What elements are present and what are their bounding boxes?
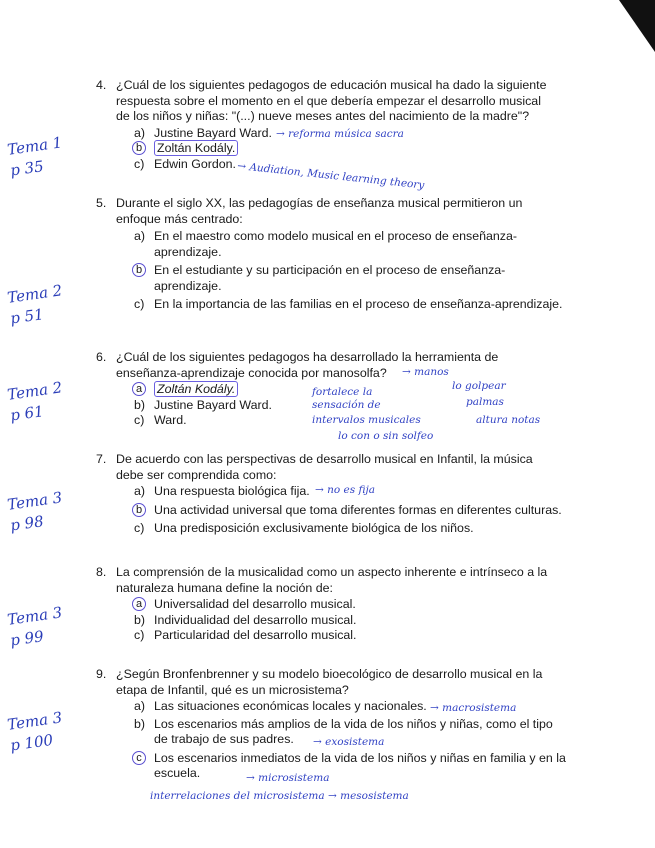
handwritten-note: → Audiation, Music learning theory bbox=[236, 160, 425, 192]
option-letter: b) bbox=[134, 612, 146, 627]
stem-line: De acuerdo con las perspectivas de desarrollo musical en Infantil, la música bbox=[116, 452, 533, 466]
option-text: En el estudiante y su participación en el proceso de enseñanza-aprendizaje. bbox=[154, 263, 506, 293]
option-letter: c) bbox=[134, 628, 145, 642]
stem-line: ¿Según Bronfenbrenner y su modelo bioecológico de desarrollo musical en la bbox=[116, 667, 543, 681]
option-letter: a) bbox=[134, 125, 146, 140]
margin-note: Tema 1 p 35 bbox=[6, 133, 64, 180]
stem-line: enfoque más centrado: bbox=[116, 211, 243, 226]
option-letter: b) bbox=[134, 397, 146, 412]
handwritten-note: palmas bbox=[466, 396, 504, 408]
option-text: En el maestro como modelo musical en el proceso de enseñanza-aprendizaje. bbox=[154, 229, 517, 259]
option-letter: a) bbox=[134, 229, 146, 243]
margin-note: Tema 2 p 51 bbox=[6, 281, 64, 328]
option-text: Justine Bayard Ward. bbox=[154, 125, 272, 140]
option-text: Ward. bbox=[154, 413, 187, 427]
margin-note: Tema 3 p 100 bbox=[6, 708, 64, 755]
question-4 bbox=[96, 78, 566, 172]
options-list bbox=[134, 229, 566, 313]
option-text: Particularidad del desarrollo musical. bbox=[154, 628, 357, 642]
option-b[interactable] bbox=[134, 263, 566, 294]
option-text: Una respuesta biológica fija. bbox=[154, 484, 310, 498]
margin-note: Tema 3 p 99 bbox=[6, 603, 64, 650]
option-text: Zoltán Kodály. bbox=[154, 140, 238, 156]
question-number: 4. bbox=[96, 78, 107, 92]
question-number: 5. bbox=[96, 196, 107, 210]
option-letter-circled: a bbox=[132, 382, 146, 396]
option-letter: c) bbox=[134, 156, 145, 171]
option-text: Los escenarios inmediatos de la vida de los niños y niñas en familia y en la escuela. bbox=[154, 750, 566, 780]
option-letter: c) bbox=[134, 413, 145, 427]
option-letter-circled: a bbox=[132, 597, 146, 611]
stem-line: respuesta sobre el momento en el que debería empezar el desarrollo musical bbox=[116, 93, 541, 108]
stem-line: ¿Cuál de los siguientes pedagogos de educación musical ha dado la siguiente bbox=[116, 78, 547, 92]
question-number: 9. bbox=[96, 667, 107, 681]
option-text: Edwin Gordon. bbox=[154, 156, 236, 171]
question-number: 6. bbox=[96, 350, 107, 364]
question-stem bbox=[116, 350, 566, 381]
option-text: Justine Bayard Ward. bbox=[154, 397, 272, 412]
stem-line: La comprensión de la musicalidad como un aspecto inherente e intrínseco a la bbox=[116, 565, 548, 579]
handwritten-note: sensación de bbox=[312, 399, 381, 411]
option-letter-circled: b bbox=[132, 503, 146, 517]
option-letter-circled: b bbox=[132, 263, 146, 277]
option-text: Universalidad del desarrollo musical. bbox=[154, 597, 356, 611]
handwritten-note: → exosistema bbox=[313, 736, 385, 748]
handwritten-note: altura notas bbox=[476, 414, 541, 426]
options-list bbox=[134, 597, 566, 644]
option-text: Una predisposición exclusivamente biológica de los niños. bbox=[154, 521, 474, 535]
stem-line: naturaleza humana define la noción de: bbox=[116, 580, 333, 595]
stem-line: etapa de Infantil, qué es un microsistema? bbox=[116, 682, 349, 697]
option-text: En la importancia de las familias en el proceso de enseñanza-aprendizaje. bbox=[154, 297, 563, 311]
stem-line: ¿Cuál de los siguientes pedagogos ha desarrollado la herramienta de bbox=[116, 350, 499, 364]
question-number: 8. bbox=[96, 565, 107, 579]
handwritten-note: → no es fija bbox=[315, 484, 376, 496]
stem-line: de los niños y niñas: "(...) nueve meses antes del nacimiento de la madre"? bbox=[116, 109, 530, 123]
handwritten-note: → reforma música sacra bbox=[276, 128, 404, 140]
option-c[interactable] bbox=[134, 297, 566, 313]
question-stem bbox=[116, 565, 566, 596]
question-number: 7. bbox=[96, 452, 107, 466]
margin-note: Tema 3 p 98 bbox=[6, 488, 64, 535]
option-letter: c) bbox=[134, 297, 145, 311]
handwritten-note: interrelaciones del microsistema → mesosistema bbox=[150, 790, 409, 802]
handwritten-note: lo golpear bbox=[452, 380, 506, 392]
question-9 bbox=[96, 667, 566, 782]
option-text: Una actividad universal que toma diferentes formas en diferentes culturas. bbox=[154, 502, 562, 517]
option-b[interactable] bbox=[134, 503, 566, 519]
question-stem bbox=[116, 78, 566, 125]
option-b[interactable] bbox=[134, 141, 566, 157]
stem-line: Durante el siglo XX, las pedagogías de enseñanza musical permitieron un bbox=[116, 196, 523, 210]
question-5 bbox=[96, 196, 566, 313]
question-stem bbox=[116, 196, 566, 227]
option-letter-circled: c bbox=[132, 751, 146, 765]
option-c[interactable] bbox=[134, 521, 566, 537]
stem-line: enseñanza-aprendizaje conocida por manosolfa? bbox=[116, 365, 387, 380]
option-text: Zoltán Kodály. bbox=[154, 381, 238, 397]
option-letter: b) bbox=[134, 716, 146, 731]
question-stem bbox=[116, 452, 566, 483]
page-corner-shadow bbox=[619, 0, 655, 52]
option-text: Los escenarios más amplios de la vida de los niños y niñas, como el tipo de trabajo de sus padres. bbox=[154, 716, 553, 746]
question-8 bbox=[96, 565, 566, 644]
option-text: Las situaciones económicas locales y nacionales. bbox=[154, 699, 427, 713]
option-a[interactable] bbox=[134, 229, 566, 260]
handwritten-note: intervalos musicales bbox=[312, 414, 421, 426]
option-c[interactable] bbox=[134, 751, 566, 782]
option-c[interactable] bbox=[134, 157, 566, 173]
option-b[interactable] bbox=[134, 613, 566, 629]
option-text: Individualidad del desarrollo musical. bbox=[154, 612, 357, 627]
option-a[interactable] bbox=[134, 597, 566, 613]
handwritten-note: lo con o sin solfeo bbox=[338, 430, 434, 442]
handwritten-note: → macrosistema bbox=[430, 702, 517, 714]
question-stem bbox=[116, 667, 566, 698]
option-letter: c) bbox=[134, 521, 145, 535]
option-letter: a) bbox=[134, 699, 146, 713]
margin-note: Tema 2 p 61 bbox=[6, 378, 64, 425]
option-letter: a) bbox=[134, 484, 146, 498]
handwritten-note: → microsistema bbox=[246, 772, 330, 784]
handwritten-note: fortalece la bbox=[312, 386, 373, 398]
option-c[interactable] bbox=[134, 628, 566, 644]
handwritten-note: → manos bbox=[402, 366, 449, 378]
option-letter-circled: b bbox=[132, 141, 146, 155]
stem-line: debe ser comprendida como: bbox=[116, 467, 277, 482]
